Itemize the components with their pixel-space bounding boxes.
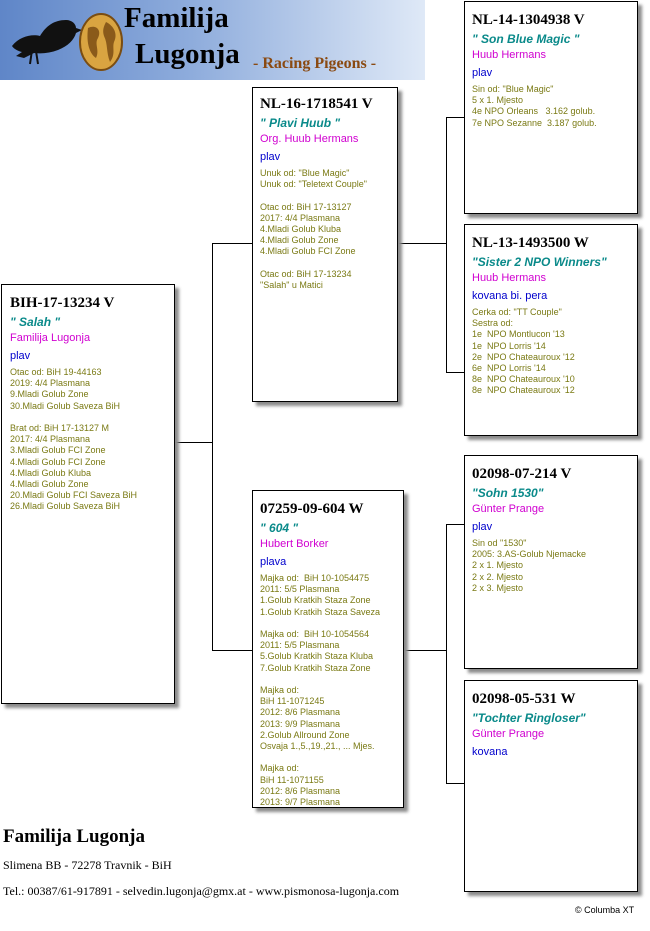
breeder-name: Huub Hermans [472, 272, 546, 284]
connector-line [212, 243, 213, 651]
connector-line [404, 650, 446, 651]
copyright: © Columba XT [575, 905, 635, 915]
connector-line [446, 783, 464, 784]
connector-line [446, 524, 464, 525]
connector-line [446, 117, 447, 373]
breeder-name: Org. Huub Hermans [260, 133, 359, 145]
pigeon-color: kovana [472, 746, 508, 758]
pigeon-name: " 604 " [260, 521, 299, 535]
pigeon-color: plava [260, 556, 287, 568]
ring-number: 07259-09-604 W [260, 501, 364, 517]
pigeon-card-sire-sire[interactable] [464, 1, 638, 214]
pigeon-card-dam-dam[interactable] [464, 680, 638, 892]
pigeon-icon [10, 6, 82, 66]
pigeon-card-subject[interactable] [1, 284, 175, 704]
connector-line [446, 117, 464, 118]
pigeon-color: plav [472, 67, 493, 79]
connector-line [446, 372, 464, 373]
pigeon-name: " Salah " [10, 315, 61, 329]
pigeon-name: " Plavi Huub " [260, 116, 341, 130]
ring-number: NL-13-1493500 W [472, 235, 589, 251]
brand-line1: Familija [124, 2, 229, 34]
pigeon-color: kovana bi. pera [472, 290, 548, 302]
pigeon-card-dam[interactable] [252, 490, 404, 808]
pigeon-color: plav [260, 151, 281, 163]
pigeon-notes: Majka od: BiH 10-1054475 2011: 5/5 Plasmana 1.Golub Kratkih Staza Zone 1.Golub Kratkih Staza Saveza Majka od: BiH 10-1054564 2011: 5/5 Plasmana 5.Golub Kratkih Staza Kluba 7.Golub Kratkih Staza Zone Majka od: BiH 11-1071245 2012: 8/6 Plasmana 2013: 9/9 Plasmana 2.Golub Allround Zone Osvaja 1.,5.,19.,21., ... Mjes. Majka od: BiH 11-1071155 2012: 8/6 Plasmana 2013: 9/7 Plasmana [260, 573, 381, 808]
pigeon-name: "Sister 2 NPO Winners" [472, 255, 607, 269]
ring-number: 02098-05-531 W [472, 691, 576, 707]
connector-line [446, 524, 447, 784]
footer-address: Slimena BB - 72278 Travnik - BiH [3, 858, 172, 872]
breeder-name: Huub Hermans [472, 49, 546, 61]
ring-number: BIH-17-13234 V [10, 295, 115, 311]
connector-line [212, 650, 252, 651]
pigeon-color: plav [472, 521, 493, 533]
connector-line [398, 243, 446, 244]
breeder-name: Günter Prange [472, 503, 545, 515]
pigeon-color: plav [10, 350, 31, 362]
connector-line [212, 243, 252, 244]
footer-contact: Tel.: 00387/61-917891 - selvedin.lugonja@gmx.at - www.pismonosa-lugonja.com [3, 884, 400, 898]
pigeon-name: " Son Blue Magic " [472, 32, 580, 46]
pigeon-card-sire[interactable] [252, 87, 398, 402]
pigeon-notes: Unuk od: "Blue Magic" Unuk od: "Teletext Couple" Otac od: BiH 17-13127 2017: 4/4 Plasmana 4.Mladi Golub Kluba 4.Mladi Golub Zone 4.Mladi Golub FCI Zone Otac od: BiH 17-13234 "Salah" u Matici [260, 168, 367, 291]
pigeon-notes: Sin od "1530" 2005: 3.AS-Golub Njemacke 2 x 1. Mjesto 2 x 2. Mjesto 2 x 3. Mjesto [472, 538, 587, 593]
pigeon-name: "Sohn 1530" [472, 486, 544, 500]
pigeon-notes: Sin od: "Blue Magic" 5 x 1. Mjesto 4e NPO Orleans 3.162 golub. 7e NPO Sezanne 3.187 golub. [472, 84, 597, 128]
pigeon-card-sire-dam[interactable] [464, 224, 638, 436]
tagline: - Racing Pigeons - [253, 55, 377, 72]
ring-number: 02098-07-214 V [472, 466, 572, 482]
pigeon-name: "Tochter Ringloser" [472, 711, 586, 725]
pigeon-notes: Cerka od: "TT Couple" Sestra od: 1e NPO Montlucon '13 1e NPO Lorris '14 2e NPO Chateauroux '12 6e NPO Lorris '14 8e NPO Chateauroux '10 8e NPO Chateauroux '12 [472, 307, 575, 396]
breeder-name: Günter Prange [472, 728, 545, 740]
pigeon-notes: Otac od: BiH 19-44163 2019: 4/4 Plasmana 9.Mladi Golub Zone 30.Mladi Golub Saveza BiH Brat od: BiH 17-13127 M 2017: 4/4 Plasmana 3.Mladi Golub FCI Zone 4.Mladi Golub FCI Zone 4.Mladi Golub Kluba 4.Mladi Golub Zone 20.Mladi Golub FCI Saveza BiH 26.Mladi Golub Saveza BiH [10, 367, 138, 512]
ring-number: NL-14-1304938 V [472, 12, 585, 28]
header-banner [0, 0, 425, 80]
ring-number: NL-16-1718541 V [260, 96, 373, 112]
pigeon-card-dam-sire[interactable] [464, 455, 638, 669]
globe-icon [78, 8, 124, 72]
footer-name: Familija Lugonja [3, 826, 145, 847]
connector-line [175, 442, 213, 443]
breeder-name: Familija Lugonja [10, 332, 91, 344]
brand-line2: Lugonja [135, 38, 240, 70]
breeder-name: Hubert Borker [260, 538, 329, 550]
